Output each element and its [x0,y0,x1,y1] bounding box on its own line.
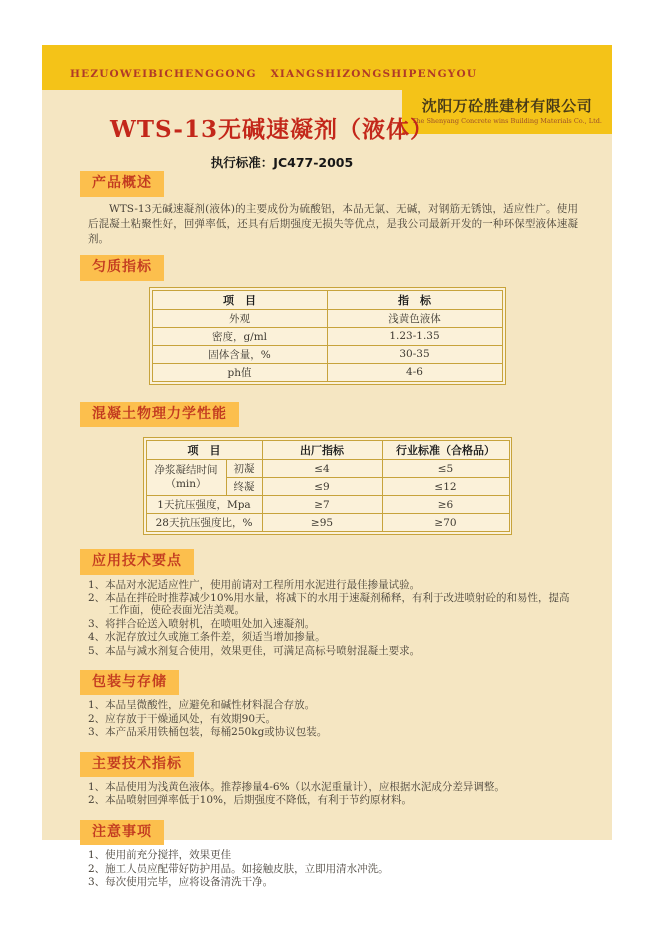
column-header: 项 目 [146,441,262,460]
cell: 28天抗压强度比，% [146,514,262,532]
section-heading-uniformity: 匀质指标 [80,255,164,281]
company-name-en: The Shenyang Concrete wins Building Materials Co., Ltd. [412,117,602,125]
table-row [146,514,509,532]
cell: ≤12 [382,478,509,496]
application-list [88,579,578,657]
column-header: 项 目 [152,290,327,309]
list-item: 1、本品呈微酸性，应避免和碱性材料混合存放。 [88,699,316,712]
list-item: 1、本品对水泥适应性广，使用前请对工程所用水泥进行最佳掺量试验。 [88,578,421,591]
section-heading-packaging: 包装与存储 [80,670,179,696]
cell: ≥70 [382,514,509,532]
section-heading-application: 应用技术要点 [80,549,194,575]
cell: ≥95 [262,514,382,532]
cell: 30-35 [327,345,502,363]
document-body [42,171,612,889]
column-header: 出厂指标 [262,441,382,460]
notes-list [88,849,578,888]
column-header: 行业标准（合格品） [382,441,509,460]
slogan-text: HEZUOWEIBICHENGGONG XIANGSHIZONGSHIPENGYOU [70,68,478,80]
table-row [152,327,502,345]
standard-line: 执行标准：JC477-2005 [210,155,354,170]
list-item: 2、应存放于干燥通风处，有效期90天。 [88,712,277,725]
list-item: 4、水泥存放过久或施工条件差，须适当增加掺量。 [88,631,326,644]
table-header-row [152,290,502,309]
cell: 外观 [152,309,327,327]
section-heading-performance: 混凝土物理力学性能 [80,402,239,428]
section-heading-notes: 注意事项 [80,820,164,846]
cell: 密度，g/ml [152,327,327,345]
list-item: 2、施工人员应配带好防护用品。如接触皮肤，立即用清水冲洗。 [88,862,389,875]
cell: ≥6 [382,496,509,514]
cell: 4-6 [327,363,502,381]
table-row [152,363,502,381]
technical-list [88,781,578,807]
table-row [152,345,502,363]
cell-group-label [146,460,226,496]
table-row [146,460,509,478]
cell: 1天抗压强度，Mpa [146,496,262,514]
list-item: 3、本产品采用铁桶包装，每桶250kg或协议包装。 [88,726,328,739]
table-header-row [146,441,509,460]
uniformity-table [152,290,503,382]
list-item: 5、本品与减水剂复合使用，效果更佳，可满足高标号喷射混凝土要求。 [88,644,421,657]
list-item: 2、本品在拌砼时推荐减少10%用水量，将减下的水用于速凝剂稀释，有利于改进喷射砼的和易性，提高工作面，使砼表面光洁美观。 [88,592,570,617]
top-gold-band [42,45,612,90]
cell: ≤9 [262,478,382,496]
overview-paragraph: WTS-13无碱速凝剂(液体)的主要成份为硫酸铝，本品无氯、无碱，对钢筋无锈蚀，适应性广。使用后混凝土粘聚性好，回弹率低，还具有后期强度无损失等优点，是我公司最新开发的一种环保型液体速凝剂。 [88,202,578,245]
table-row [146,496,509,514]
column-header: 指 标 [327,290,502,309]
document-page [42,45,612,889]
list-item: 3、将拌合砼送入喷射机，在喷咀处加入速凝剂。 [88,617,316,630]
group-label-line1: 净浆凝结时间 [154,464,218,477]
section-heading-technical: 主要技术指标 [80,752,194,778]
performance-table [146,440,510,532]
cell: ≤4 [262,460,382,478]
company-name-cn: 沈阳万砼胜建材有限公司 [421,97,593,115]
performance-table-wrapper [143,437,512,535]
list-item: 1、使用前充分搅拌，效果更佳 [88,849,232,862]
packaging-list [88,699,578,738]
cell: ≤5 [382,460,509,478]
uniformity-table-wrapper [149,287,506,385]
cell: 1.23-1.35 [327,327,502,345]
cell: 初凝 [226,460,262,478]
cell: 固体含量，% [152,345,327,363]
list-item: 1、本品使用为浅黄色液体。推荐掺量4-6%（以水泥重量计），应根据水泥成分差异调整。 [88,781,505,794]
group-label-line2: （min） [165,477,207,490]
section-heading-overview: 产品概述 [80,171,164,197]
list-item: 3、每次使用完毕，应将设备清洗干净。 [88,876,274,889]
product-title: WTS-13无碱速凝剂（液体） [110,116,434,143]
cell: 终凝 [226,478,262,496]
cell: ≥7 [262,496,382,514]
table-row [152,309,502,327]
list-item: 2、本品喷射回弹率低于10%，后期强度不降低，有利于节约原材料。 [88,794,413,807]
cell: ph值 [152,363,327,381]
cell: 浅黄色液体 [327,309,502,327]
